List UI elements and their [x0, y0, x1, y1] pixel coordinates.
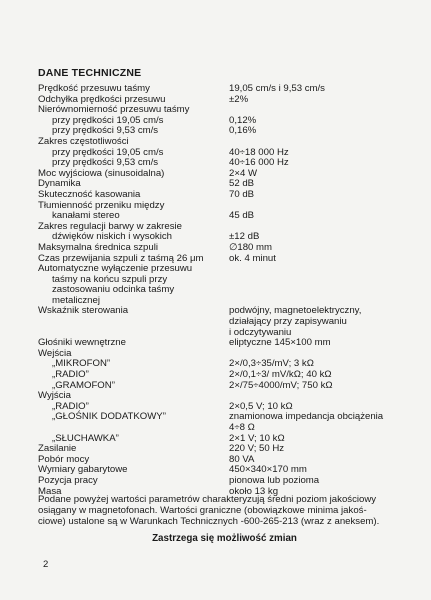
spec-label: dźwięków niskich i wysokich [52, 231, 172, 243]
spec-row [38, 423, 418, 434]
spec-value: 40÷18 000 Hz [229, 146, 289, 158]
spec-label: Moc wyjściowa (sinusoidalna) [38, 167, 165, 179]
spec-row [38, 381, 418, 392]
spec-value: 4÷8 Ω [229, 422, 255, 433]
spec-label: „RADIO” [52, 400, 89, 412]
spec-label: przy prędkości 9,53 cm/s [52, 157, 159, 169]
spec-label: Pobór mocy [38, 453, 90, 465]
spec-label: Wymiary gabarytowe [38, 464, 128, 476]
spec-value: ±12 dB [229, 231, 260, 243]
spec-value: ok. 4 minut [229, 252, 276, 264]
spec-label: „GRAMOFON” [52, 379, 115, 391]
spec-label: Zasilanie [38, 443, 77, 455]
spec-label: Dynamika [38, 178, 81, 190]
spec-value: pionowa lub pozioma [229, 474, 320, 486]
reserve-note: Zastrzega się możliwość zmian [152, 533, 297, 544]
spec-row [38, 338, 418, 349]
spec-label: kanałami stereo [52, 210, 120, 222]
spec-value: podwójny, magnetoelektryczny, [229, 305, 362, 317]
spec-label: Wskaźnik sterowania [38, 305, 129, 317]
spec-value: ±2% [229, 93, 249, 105]
spec-value: 45 dB [229, 210, 255, 222]
spec-label: Masa [38, 485, 62, 497]
spec-value: ∅180 mm [229, 241, 273, 253]
spec-row [38, 412, 418, 423]
spec-label: przy prędkości 19,05 cm/s [52, 114, 164, 126]
spec-value: i odczytywaniu [229, 326, 292, 338]
page-number: 2 [43, 559, 49, 570]
spec-label: Odchyłka prędkości przesuwu [38, 93, 166, 105]
spec-label: „GŁOŚNIK DODATKOWY” [52, 411, 166, 423]
spec-value: 0,16% [229, 125, 257, 137]
spec-label: Maksymalna średnica szpuli [38, 241, 158, 253]
spec-label: Wyjścia [38, 390, 71, 402]
spec-label: przy prędkości 19,05 cm/s [52, 146, 164, 158]
spec-row [38, 84, 418, 95]
spec-row [38, 317, 418, 328]
spec-label: Skuteczność kasowania [38, 188, 141, 200]
spec-value: 2×/75÷4000/mV; 750 kΩ [229, 379, 333, 391]
spec-label: taśmy na końcu szpuli przy [52, 273, 168, 285]
spec-label: Automatyczne wyłączenie przesuwu [38, 263, 193, 275]
spec-label: Pozycja pracy [38, 474, 98, 486]
spec-row [38, 190, 418, 201]
spec-label: Głośniki wewnętrzne [38, 337, 126, 349]
spec-label: Czas przewijania szpuli z taśmą 26 μm [38, 252, 204, 264]
footnote [38, 494, 410, 528]
spec-value: 2×/0,3÷35/mV; 3 kΩ [229, 358, 314, 370]
spec-value: 40÷16 000 Hz [229, 157, 289, 169]
spec-value: 2×0,5 V; 10 kΩ [229, 400, 293, 412]
spec-label: Tłumienność przeniku między [38, 199, 165, 211]
spec-value: 450×340×170 mm [229, 464, 307, 476]
spec-value: 80 VA [229, 453, 255, 465]
spec-label: Prędkość przesuwu taśmy [38, 83, 150, 94]
spec-value: 19,05 cm/s i 9,53 cm/s [229, 83, 325, 94]
spec-label: „SŁUCHAWKA” [52, 432, 119, 444]
spec-value: 2×1 V; 10 kΩ [229, 432, 285, 444]
spec-label: metalicznej [52, 294, 100, 306]
spec-table [38, 84, 418, 497]
spec-row [38, 169, 418, 180]
footnote-line: osiągany w magnetofonach. Wartości graniczne (obowiązkowe minima jakoś- [38, 505, 367, 517]
spec-value: eliptyczne 145×100 mm [229, 337, 331, 349]
spec-label: „RADIO” [52, 369, 89, 381]
spec-label: zastosowaniu odcinka taśmy [52, 284, 175, 296]
spec-value: 220 V; 50 Hz [229, 443, 285, 455]
spec-value: 0,12% [229, 114, 257, 126]
spec-label: „MIKROFON” [52, 358, 111, 370]
spec-row [38, 444, 418, 455]
spec-value: 52 dB [229, 178, 255, 190]
spec-value: 70 dB [229, 188, 255, 200]
spec-value: działający przy zapisywaniu [229, 316, 347, 328]
page-title: DANE TECHNICZNE [38, 67, 142, 79]
spec-label: Zakres regulacji barwy w zakresie [38, 220, 182, 232]
spec-row [38, 243, 418, 254]
spec-value: 2×4 W [229, 167, 257, 179]
spec-row [38, 137, 418, 148]
spec-row [38, 391, 418, 402]
spec-row [38, 306, 418, 317]
spec-label: Nierównomierność przesuwu taśmy [38, 104, 190, 116]
spec-row [38, 434, 418, 445]
spec-row [38, 359, 418, 370]
spec-value: około 13 kg [229, 485, 279, 497]
spec-label: przy prędkości 9,53 cm/s [52, 125, 159, 137]
footnote-line: Podane powyżej wartości parametrów charakteryzują średni poziom jakościowy [38, 494, 377, 505]
spec-row [38, 476, 418, 487]
spec-value: znamionowa impedancja obciążenia [229, 411, 384, 423]
spec-label: Wejścia [38, 347, 72, 359]
spec-value: 2×/0,1÷3/ mV/kΩ; 40 kΩ [229, 369, 332, 381]
spec-label: Zakres częstotliwości [38, 135, 129, 147]
footnote-line: ciowe) ustalone są w Warunkach Technicznych -600-265-213 (wraz z aneksem). [38, 516, 380, 528]
